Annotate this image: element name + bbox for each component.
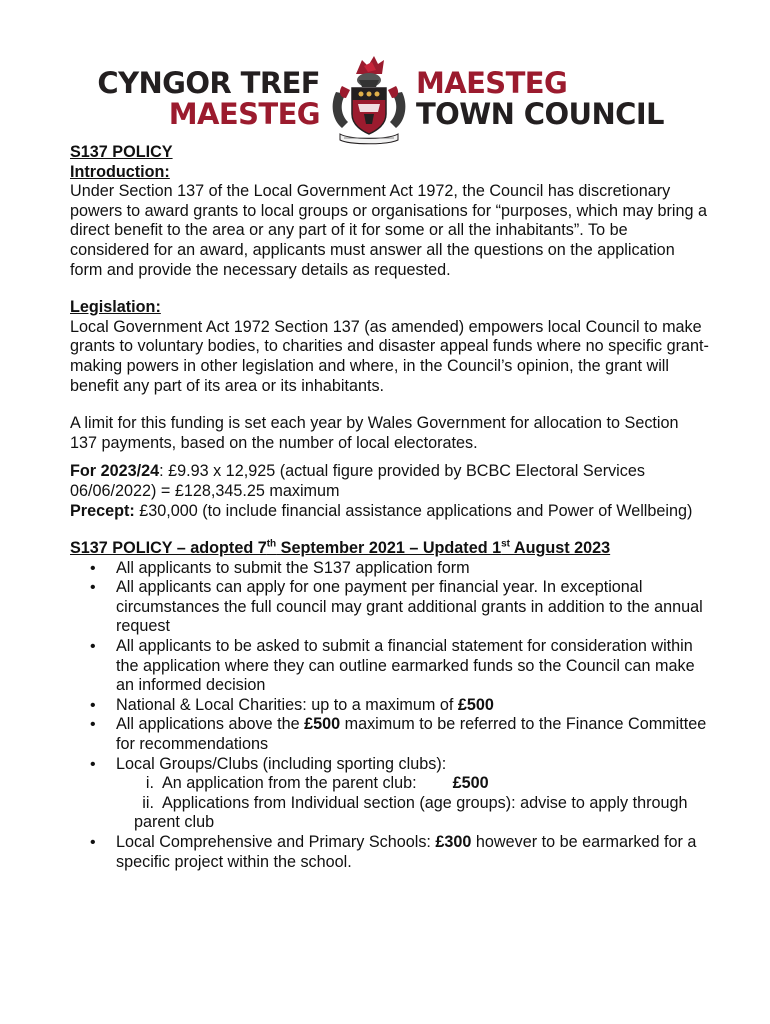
year-label: For 2023/24 — [70, 462, 160, 481]
bullet-text: All applications above the — [116, 715, 305, 734]
year-allocation — [70, 462, 710, 501]
legislation-heading: Legislation: — [70, 298, 161, 317]
policy-heading-part1: S137 POLICY – adopted 7 — [70, 539, 267, 558]
list-item — [70, 578, 710, 637]
english-name-line1: MAESTEG — [416, 66, 568, 100]
sub-list-item — [70, 794, 710, 833]
policy-heading-sup1: th — [266, 538, 277, 550]
sub-list-item — [70, 774, 710, 794]
welsh-name-line1: CYNGOR TREF — [97, 66, 320, 100]
sub-item-number: i. — [145, 774, 154, 793]
list-item — [70, 715, 710, 754]
bullet-text: All applicants to be asked to submit a financial statement for consideration within the application where they can outline earmarked funds so the Council can make an informed decision — [116, 637, 695, 695]
council-header — [0, 52, 770, 152]
bullet-text: Local Groups/Clubs (including sporting clubs): — [116, 754, 447, 773]
doc-title: S137 POLICY — [70, 143, 173, 161]
legislation-paragraph: Local Government Act 1972 Section 137 (as amended) empowers local Council to make grants to voluntary bodies, to charities and disaster appeal funds where no specific grant-making powers in other legislation and where, in the Council’s opinion, the grant will benefit any part of its area or its inhabitants. — [70, 317, 709, 395]
sub-list — [70, 774, 710, 833]
bullet-amount: £500 — [457, 695, 494, 714]
bullet-amount: £500 — [304, 715, 341, 734]
english-name-line2: TOWN COUNCIL — [416, 97, 664, 131]
sub-item-text: An application from the parent club: — [162, 774, 417, 793]
list-item — [70, 559, 710, 579]
policy-body — [70, 143, 710, 872]
policy-bullet-list-cont — [70, 833, 710, 872]
council-crest-icon — [328, 52, 410, 146]
intro-heading: Introduction: — [70, 162, 170, 181]
bullet-text: All applicants can apply for one payment per financial year. In exceptional circumstances the full council may grant additional grants in addition to the annual request — [116, 578, 703, 636]
bullet-text: All applicants to submit the S137 application form — [116, 558, 470, 577]
intro-paragraph: Under Section 137 of the Local Government Act 1972, the Council has discretionary powers to award grants to local groups or organisations for “purposes, which may bring a direct benefit to the area or any part of it for some or all the inhabitants”. To be considered for an award, applicants must answer all the questions on the application form and provide the necessary details as requested. — [70, 182, 708, 279]
sub-item-amount: £500 — [452, 774, 489, 793]
bullet-text-cont: maximum to be referred to the Finance Committee for recommendations — [116, 715, 707, 754]
list-item — [70, 833, 710, 872]
list-item — [70, 755, 710, 775]
bullet-text: National & Local Charities: up to a maximum of — [116, 695, 458, 714]
bullet-text: Local Comprehensive and Primary Schools: — [116, 833, 436, 851]
policy-bullet-list — [70, 559, 710, 775]
english-name — [416, 68, 664, 130]
policy-heading-sup2: st — [501, 538, 510, 550]
list-item — [70, 696, 710, 716]
list-item — [70, 637, 710, 696]
bullet-text-cont: however to be earmarked for a specific project within the school. — [116, 833, 697, 871]
precept-detail: £30,000 (to include financial assistance applications and Power of Wellbeing) — [134, 501, 693, 520]
policy-heading-part3: August 2023 — [510, 539, 611, 558]
bullet-amount: £300 — [435, 833, 472, 851]
policy-heading — [70, 539, 710, 559]
year-detail: : £9.93 x 12,925 (actual figure provided by BCBC Electoral Services 06/06/2022) = £128,345.25 maximum — [70, 462, 645, 500]
precept-line — [70, 502, 710, 522]
welsh-name-line2: MAESTEG — [168, 97, 320, 131]
precept-label: Precept: — [70, 501, 135, 520]
limit-paragraph: A limit for this funding is set each year by Wales Government for allocation to Section 137 payments, based on the number of local electorates. — [70, 414, 679, 452]
sub-item-number: ii. — [142, 793, 154, 812]
policy-heading-part2: September 2021 – Updated 1 — [276, 539, 502, 558]
sub-item-text: Applications from Individual section (age groups): advise to apply through parent club — [134, 793, 688, 832]
welsh-name — [96, 68, 320, 130]
